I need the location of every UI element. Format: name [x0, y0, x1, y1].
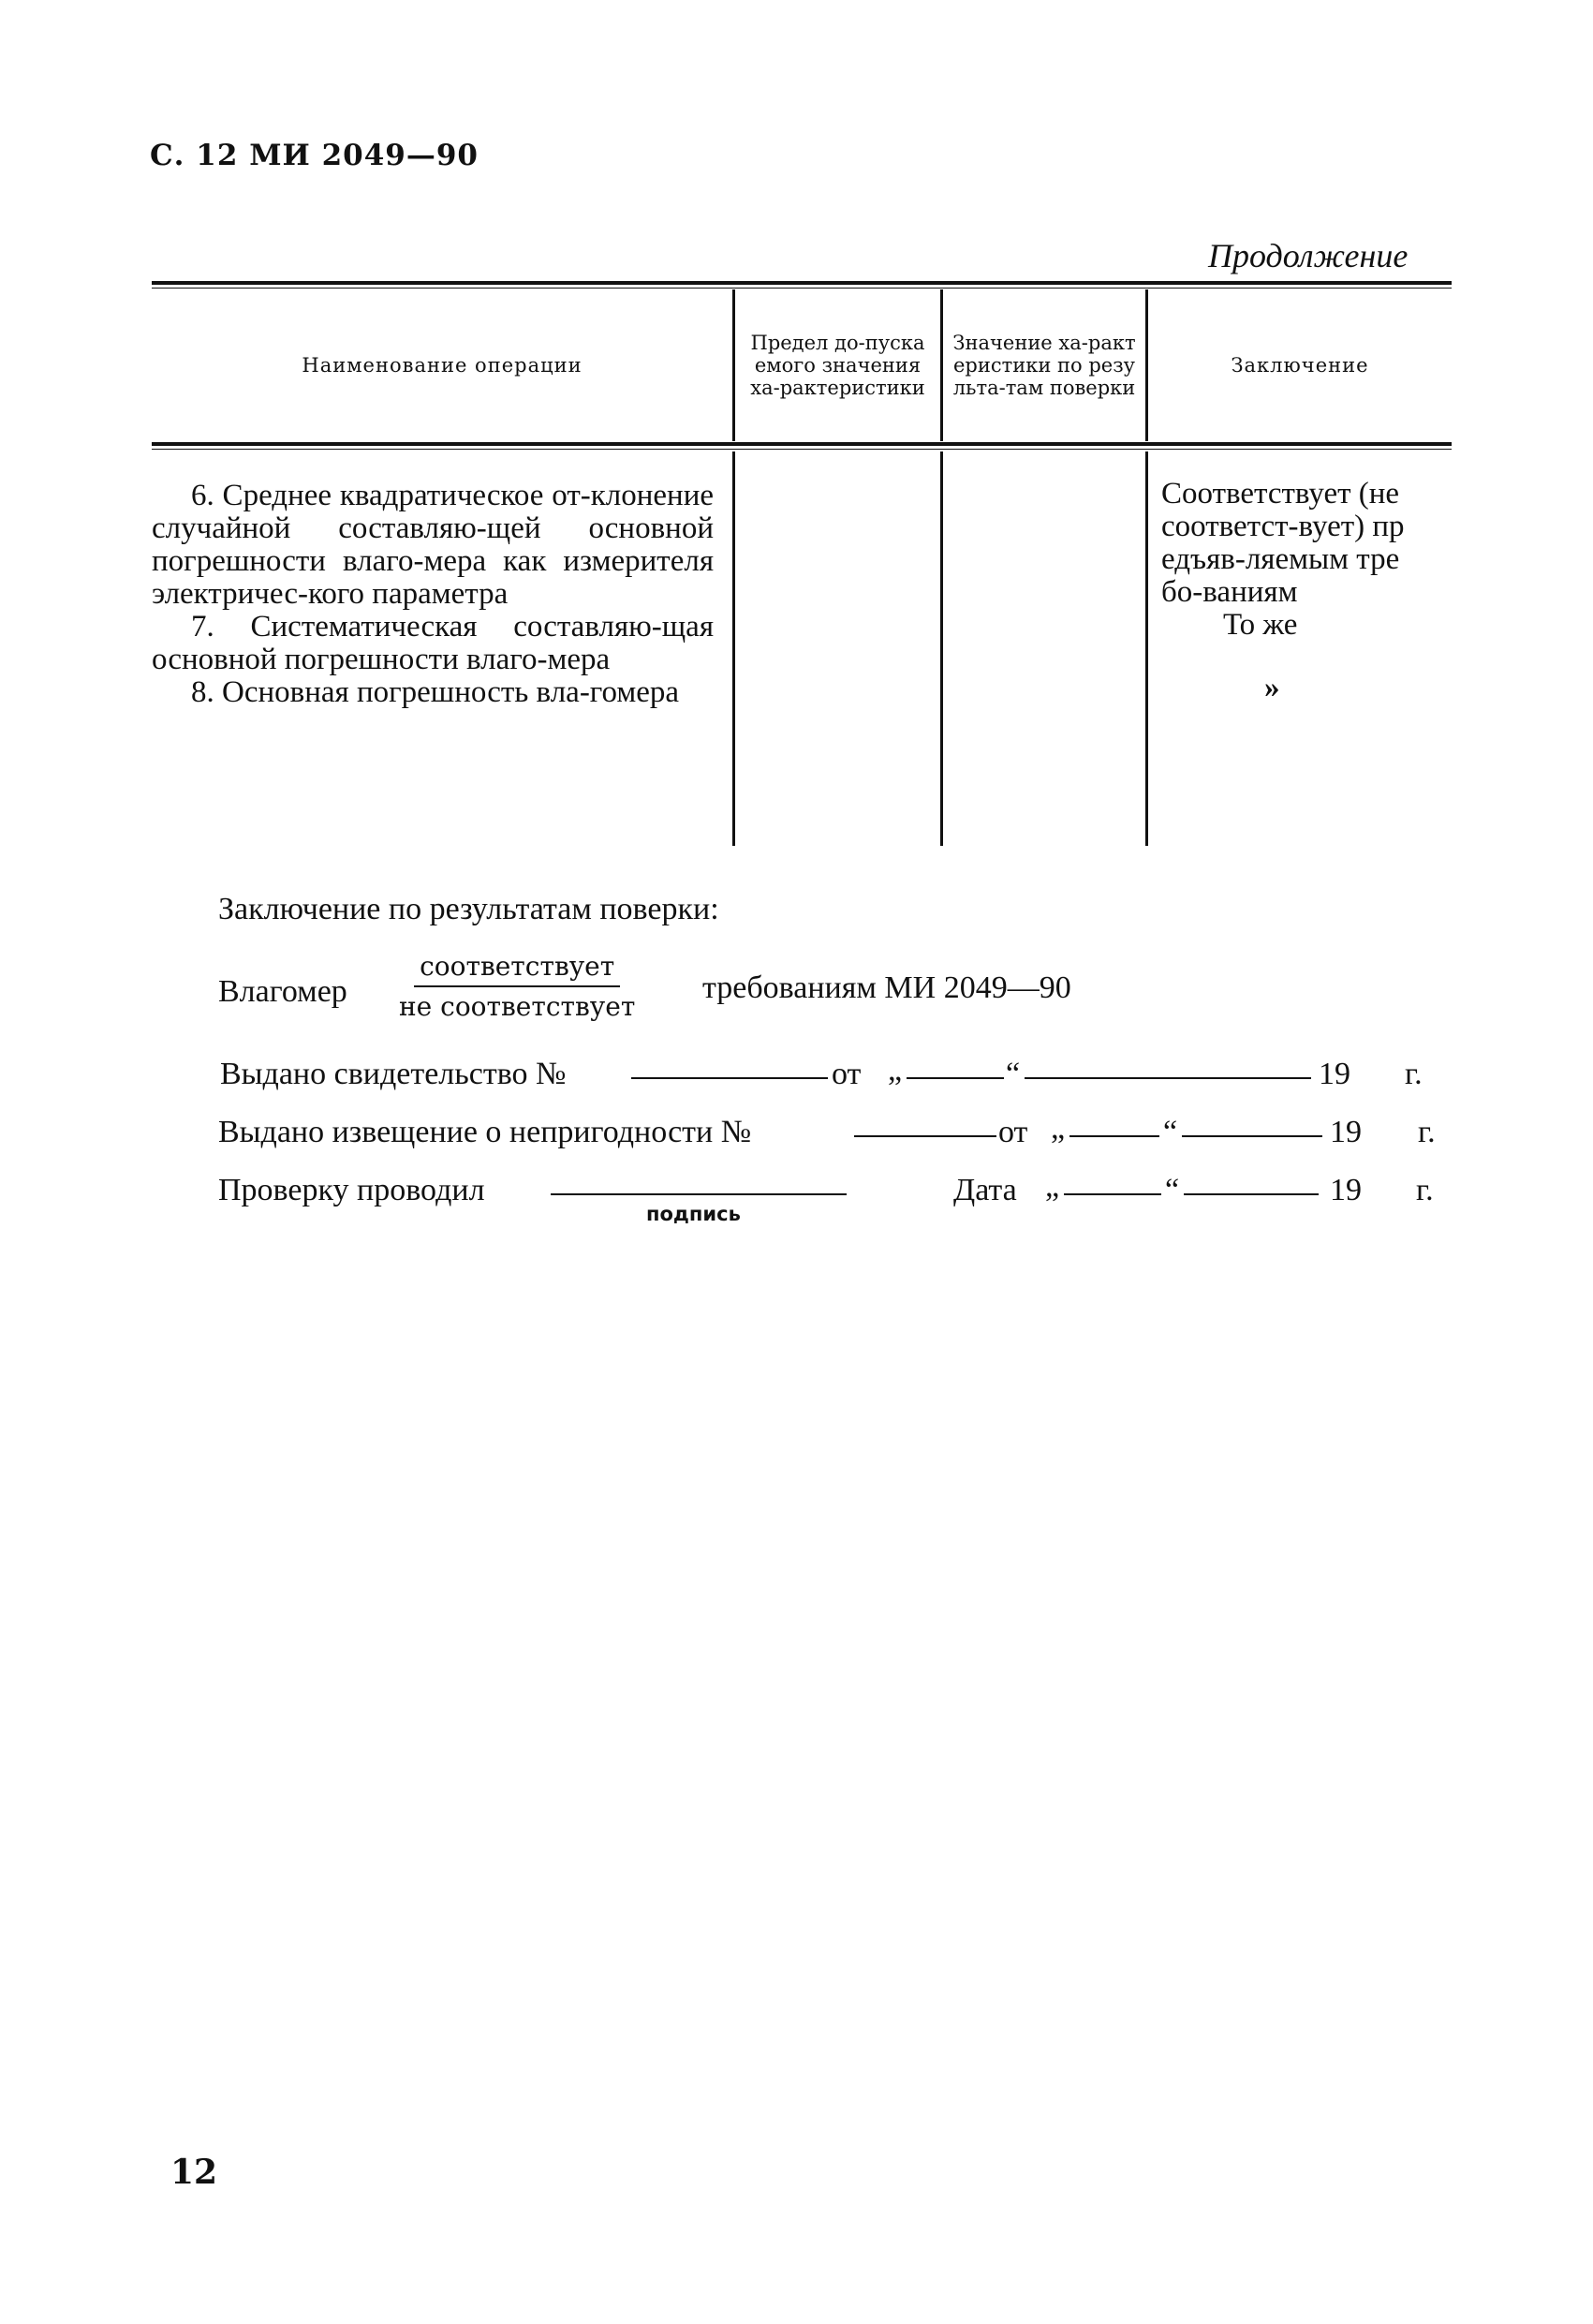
col-divider-1-header	[732, 289, 735, 441]
certificate-label: Выдано свидетельство №	[220, 1057, 567, 1091]
certificate-number-blank	[631, 1077, 828, 1079]
notice-number-blank	[854, 1135, 996, 1137]
col-divider-1-body	[732, 451, 735, 846]
table-top-rule-thin	[152, 288, 1452, 289]
certificate-year-prefix: 19	[1319, 1057, 1350, 1091]
compliance-option-positive: соответствует	[414, 951, 620, 987]
notice-month-blank	[1182, 1135, 1322, 1137]
column-header-limit: Предел до-пускаемого значения ха-рактеристики	[750, 332, 925, 399]
col-divider-2-body	[940, 451, 943, 846]
certificate-quote-open: „	[888, 1053, 903, 1088]
column-header-operation: Наименование операции	[302, 354, 583, 377]
conclusions-column	[1161, 478, 1405, 704]
notice-year-suffix: г.	[1418, 1115, 1436, 1149]
date-year-suffix: г.	[1416, 1173, 1434, 1207]
compliance-option-negative: не соответствует	[399, 991, 636, 1022]
document-code: С. 12 МИ 2049—90	[150, 139, 479, 172]
col-divider-3-body	[1145, 451, 1148, 846]
header-rule	[152, 442, 1452, 446]
operation-row-6: 6. Среднее квадратическое от-клонение случайной составляю-щей основной погрешности влаго-мера как измерителя электричес-кого параметра	[152, 479, 714, 611]
column-header-value: Значение ха-рактеристики по результа-там поверки	[952, 332, 1136, 399]
certificate-day-blank	[907, 1077, 1004, 1079]
notice-quote-open: „	[1051, 1111, 1066, 1146]
column-header-conclusion: Заключение	[1231, 354, 1369, 377]
device-label: Влагомер	[218, 974, 347, 1009]
verification-title: Заключение по результатам поверки:	[218, 892, 719, 926]
date-quote-open: „	[1045, 1169, 1060, 1204]
notice-year-prefix: 19	[1330, 1115, 1362, 1149]
notice-quote-close: “	[1163, 1115, 1178, 1149]
operations-column	[152, 480, 714, 709]
col-divider-3-header	[1145, 289, 1148, 441]
requirement-text: требованиям МИ 2049—90	[702, 970, 1071, 1005]
operation-row-8: 8. Основная погрешность вла-гомера	[191, 675, 680, 709]
signature-blank	[551, 1193, 847, 1195]
conclusion-row-7: То же	[1223, 608, 1298, 642]
date-year-prefix: 19	[1330, 1173, 1362, 1207]
notice-label: Выдано извещение о непригодности №	[218, 1115, 752, 1149]
date-month-blank	[1184, 1193, 1319, 1195]
header-rule-thin	[152, 449, 1452, 450]
continuation-label: Продолжение	[1208, 237, 1409, 274]
certificate-quote-close: “	[1006, 1057, 1021, 1091]
certificate-from: от	[832, 1057, 862, 1091]
certificate-month-blank	[1025, 1077, 1311, 1079]
date-day-blank	[1064, 1193, 1161, 1195]
col-divider-2-header	[940, 289, 943, 441]
conclusion-row-6: Соответствует (не соответст-вует) предъяв-ляемым требо-ваниям	[1161, 477, 1405, 609]
conclusion-row-8: »	[1264, 671, 1280, 704]
operations-table	[152, 281, 1452, 848]
compliance-fraction	[393, 951, 641, 1022]
checked-by-label: Проверку проводил	[218, 1173, 485, 1207]
date-label: Дата	[953, 1173, 1017, 1207]
table-top-rule	[152, 281, 1452, 285]
notice-from: от	[998, 1115, 1028, 1149]
date-quote-close: “	[1165, 1173, 1180, 1207]
page-number: 12	[170, 2153, 218, 2192]
certificate-year-suffix: г.	[1405, 1057, 1423, 1091]
signature-caption: подпись	[646, 1203, 741, 1225]
notice-day-blank	[1069, 1135, 1159, 1137]
operation-row-7: 7. Систематическая составляю-щая основной погрешности влаго-мера	[152, 610, 714, 676]
